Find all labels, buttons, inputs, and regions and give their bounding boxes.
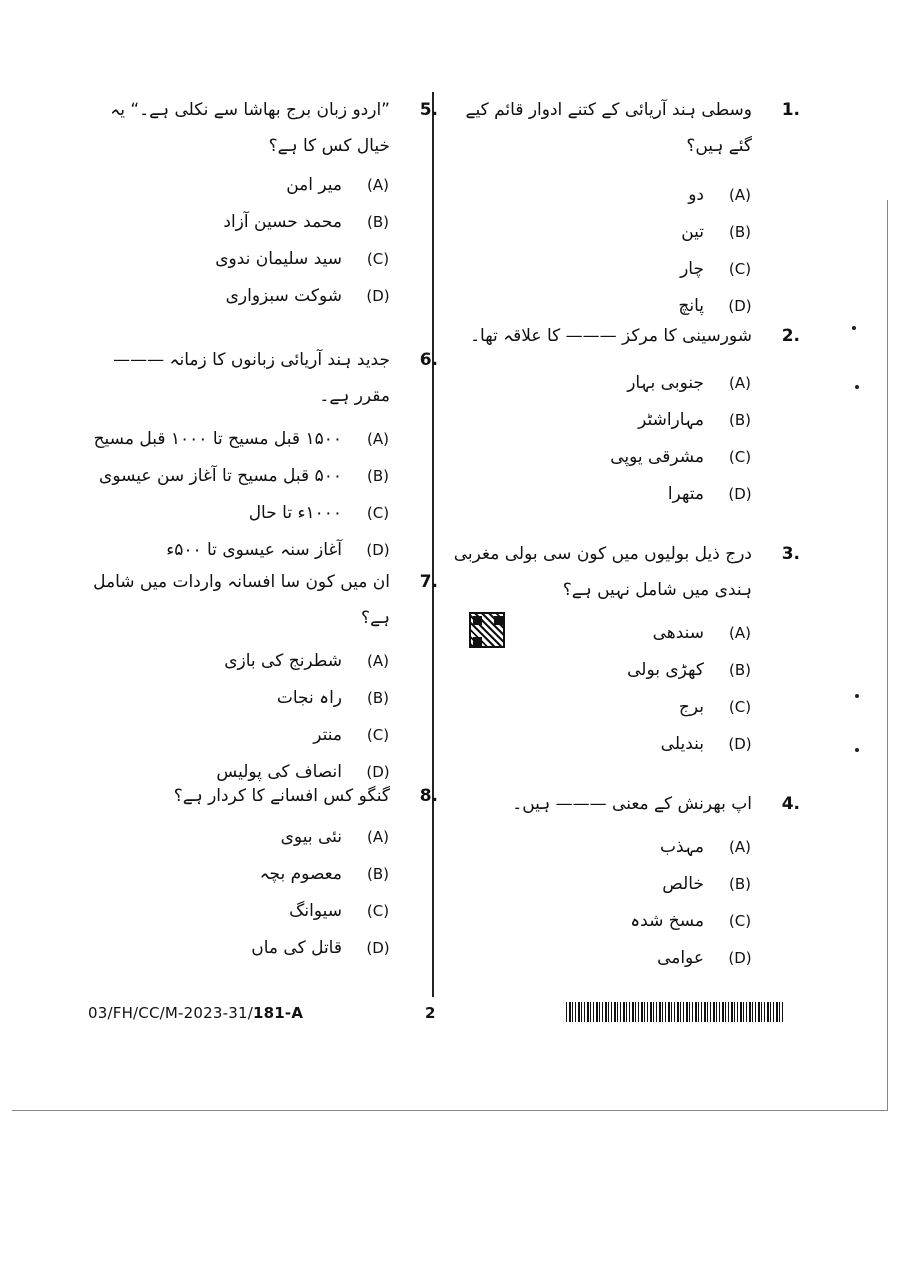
option-a <box>90 818 438 855</box>
option-d <box>440 475 800 512</box>
question-text: ”اردو زبان برج بھاشا سے نکلی ہے۔“ یہ خیال کس کا ہے؟ <box>110 100 390 156</box>
option-letter: (B) <box>729 874 751 893</box>
question-stem <box>90 564 438 636</box>
option-letter: (C) <box>366 503 390 522</box>
option-a <box>90 166 438 203</box>
option-b <box>440 401 800 438</box>
option-letter: (B) <box>367 212 389 231</box>
option-text: سید سلیمان ندوی <box>215 248 342 269</box>
option-letter: (A) <box>367 651 389 670</box>
question-3 <box>440 536 800 786</box>
option-letter: (B) <box>729 222 751 241</box>
option-text: بندیلی <box>660 733 704 754</box>
option-text: برج <box>678 696 704 717</box>
scan-dot <box>855 694 859 698</box>
question-1 <box>440 92 800 318</box>
option-a <box>440 614 800 651</box>
option-letter: (A) <box>729 837 751 856</box>
option-b <box>90 457 438 494</box>
question-stem <box>90 778 438 814</box>
option-text: منتر <box>313 724 342 745</box>
question-2 <box>440 318 800 536</box>
option-text: محمد حسین آزاد <box>223 211 342 232</box>
option-letter: (C) <box>728 447 752 466</box>
question-stem <box>440 786 800 822</box>
option-letter: (D) <box>366 938 390 957</box>
option-text: خالص <box>662 873 704 894</box>
right-column <box>440 92 800 996</box>
option-letter: (B) <box>729 410 751 429</box>
question-6 <box>90 342 438 564</box>
option-text: مسخ شدہ <box>630 911 704 931</box>
option-letter: (C) <box>366 901 390 920</box>
question-number: 4. <box>781 794 800 814</box>
option-letter: (B) <box>367 466 389 485</box>
question-text: اپ بھرنش کے معنی ——— ہیں۔ <box>512 794 752 814</box>
option-text: تین <box>681 221 704 242</box>
option-letter: (B) <box>367 864 389 883</box>
scan-dot <box>855 748 859 752</box>
option-letter: (C) <box>728 259 752 278</box>
option-letter: (A) <box>367 429 389 448</box>
option-d <box>90 929 438 966</box>
option-text: مہذب <box>660 837 704 857</box>
scan-dot <box>855 385 859 389</box>
option-c <box>90 716 438 753</box>
option-d <box>440 725 800 762</box>
option-d <box>90 531 438 568</box>
scan-edge-bottom <box>12 1110 888 1111</box>
option-letter: (C) <box>728 911 752 930</box>
barcode <box>566 1002 784 1022</box>
option-letter: (D) <box>728 948 752 967</box>
question-number: 8. <box>419 786 438 806</box>
question-stem <box>440 318 800 354</box>
option-letter: (A) <box>367 827 389 846</box>
option-letter: (D) <box>366 286 390 305</box>
option-letter: (D) <box>728 296 752 315</box>
option-a <box>440 828 800 865</box>
question-stem <box>90 342 438 414</box>
question-number: 5. <box>419 100 438 120</box>
option-text: متھرا <box>667 483 704 504</box>
option-text: جنوبی بہار <box>627 373 704 393</box>
option-a <box>90 420 438 457</box>
option-letter: (A) <box>729 373 751 392</box>
option-b <box>90 679 438 716</box>
option-b <box>440 651 800 688</box>
option-c <box>440 250 800 287</box>
option-text: پانچ <box>678 295 704 316</box>
question-text: گنگو کس افسانے کا کردار ہے؟ <box>173 786 390 806</box>
page-number: 2 <box>425 1004 436 1022</box>
option-letter: (B) <box>367 688 389 707</box>
option-text: سندھی <box>652 622 704 643</box>
scan-edge-right <box>887 200 888 1110</box>
question-number: 7. <box>419 572 438 592</box>
option-a <box>90 642 438 679</box>
question-8 <box>90 778 438 988</box>
option-letter: (B) <box>729 660 751 679</box>
option-text: آغاز سنہ عیسوی تا ۵۰۰ء <box>166 540 342 560</box>
option-text: کھڑی بولی <box>627 659 704 680</box>
left-column <box>90 92 438 988</box>
paper-code <box>88 1004 303 1022</box>
option-c <box>440 902 800 939</box>
option-letter: (D) <box>366 540 390 559</box>
option-text: ۵۰۰ قبل مسیح تا آغاز سن عیسوی <box>99 465 342 486</box>
question-number: 3. <box>781 544 800 564</box>
paper-code-prefix: 03/FH/CC/M-2023-31/ <box>88 1004 253 1022</box>
question-number: 1. <box>781 100 800 120</box>
option-text: شوکت سبزواری <box>225 285 342 306</box>
option-letter: (C) <box>366 249 390 268</box>
option-text: مشرقی یوپی <box>610 446 704 467</box>
option-text: سیوانگ <box>289 900 342 921</box>
question-text: وسطی ہند آریائی کے کتنے ادوار قائم کیے گئے ہیں؟ <box>465 100 752 156</box>
option-letter: (C) <box>728 697 752 716</box>
option-b <box>440 865 800 902</box>
option-text: نئی بیوی <box>280 826 342 847</box>
option-text: مہاراشٹر <box>638 410 704 430</box>
option-a <box>440 364 800 401</box>
question-stem <box>90 92 438 164</box>
option-letter: (C) <box>366 725 390 744</box>
option-d <box>90 277 438 314</box>
option-text: معصوم بچہ <box>259 864 342 884</box>
option-text: انصاف کی پولیس <box>216 761 342 782</box>
option-c <box>90 240 438 277</box>
option-text: عوامی <box>657 947 704 968</box>
question-stem <box>440 536 800 608</box>
question-text: جدید ہند آریائی زبانوں کا زمانہ ——— مقرر ہے۔ <box>113 350 390 406</box>
question-4 <box>440 786 800 996</box>
option-letter: (A) <box>367 175 389 194</box>
question-text: ان میں کون سا افسانہ واردات میں شامل ہے؟ <box>93 572 390 628</box>
option-c <box>90 892 438 929</box>
option-d <box>440 939 800 976</box>
question-5 <box>90 92 438 342</box>
option-text: ۱۰۰۰ء تا حال <box>248 502 342 523</box>
option-letter: (A) <box>729 623 751 642</box>
scan-dot <box>852 326 856 330</box>
question-number: 2. <box>781 326 800 346</box>
option-letter: (D) <box>728 734 752 753</box>
option-text: ۱۵۰۰ قبل مسیح تا ۱۰۰۰ قبل مسیح <box>93 428 342 449</box>
question-7 <box>90 564 438 782</box>
option-text: راہ نجات <box>276 688 342 708</box>
option-letter: (D) <box>366 762 390 781</box>
paper-code-series: 181-A <box>252 1004 304 1022</box>
option-c <box>90 494 438 531</box>
option-c <box>440 688 800 725</box>
option-text: چار <box>680 258 704 279</box>
option-text: قاتل کی ماں <box>251 937 342 958</box>
option-text: میر امن <box>286 174 342 195</box>
option-letter: (A) <box>729 185 751 204</box>
option-letter: (D) <box>728 484 752 503</box>
option-c <box>440 438 800 475</box>
option-text: دو <box>688 184 704 205</box>
option-a <box>440 176 800 213</box>
option-b <box>90 203 438 240</box>
question-stem <box>440 92 800 164</box>
option-b <box>90 855 438 892</box>
option-b <box>440 213 800 250</box>
option-text: شطرنج کی بازی <box>224 650 342 671</box>
question-text: درج ذیل بولیوں میں کون سی بولی مغربی ہندی میں شامل نہیں ہے؟ <box>453 544 752 600</box>
question-text: شورسینی کا مرکز ——— کا علاقہ تھا۔ <box>470 326 752 346</box>
question-number: 6. <box>419 350 438 370</box>
